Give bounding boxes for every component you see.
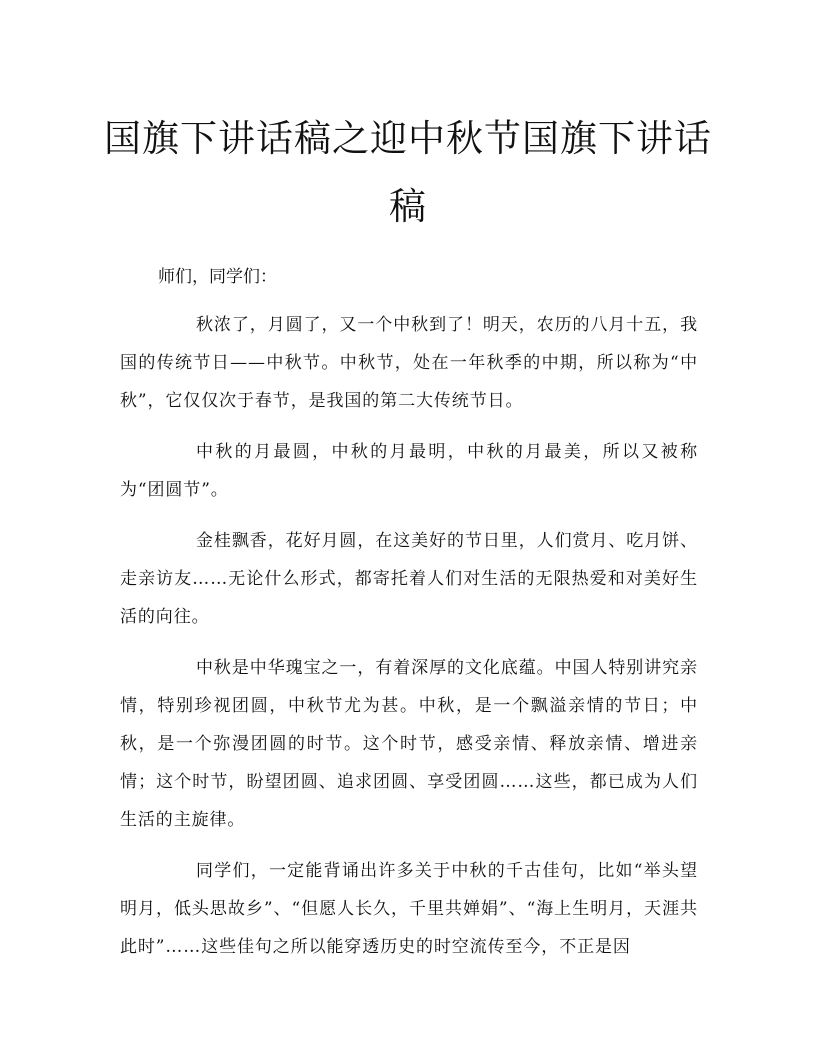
salutation: 师们，同学们： — [158, 267, 277, 287]
paragraph-2: 中秋的月最圆，中秋的月最明，中秋的月最美，所以又被称为“团圆节”。 — [120, 442, 698, 500]
paragraph-4: 中秋是中华瑰宝之一，有着深厚的文化底蕴。中国人特别讲究亲情，特别珍视团圆，中秋节尤为甚。中秋，是一个飘溢亲情的节日；中秋，是一个弥漫团圆的时节。这个时节，感受亲情、释放亲情、增进亲情；这个时节，盼望团圆、追求团圆、享受团圆……这些，都已成为人们生活的主旋律。 — [120, 658, 698, 830]
paragraph-1: 秋浓了，月圆了，又一个中秋到了！明天，农历的八月十五，我国的传统节日——中秋节。中秋节，处在一年秋季的中期，所以称为“中秋”，它仅仅次于春节，是我国的第二大传统节日。 — [120, 315, 698, 411]
document-body — [120, 306, 698, 979]
document-title: 国旗下讲话稿之迎中秋节国旗下讲话稿 — [104, 117, 712, 228]
paragraph-5: 同学们，一定能背诵出许多关于中秋的千古佳句，比如“举头望明月，低头思故乡”、“但愿人长久，千里共婵娟”、“海上生明月，天涯共此时”……这些佳句之所以能穿透历史的时空流传至今，不正是因 — [120, 861, 698, 957]
paragraph-3: 金桂飘香，花好月圆，在这美好的节日里，人们赏月、吃月饼、走亲访友……无论什么形式，都寄托着人们对生活的无限热爱和对美好生活的向往。 — [120, 531, 698, 627]
